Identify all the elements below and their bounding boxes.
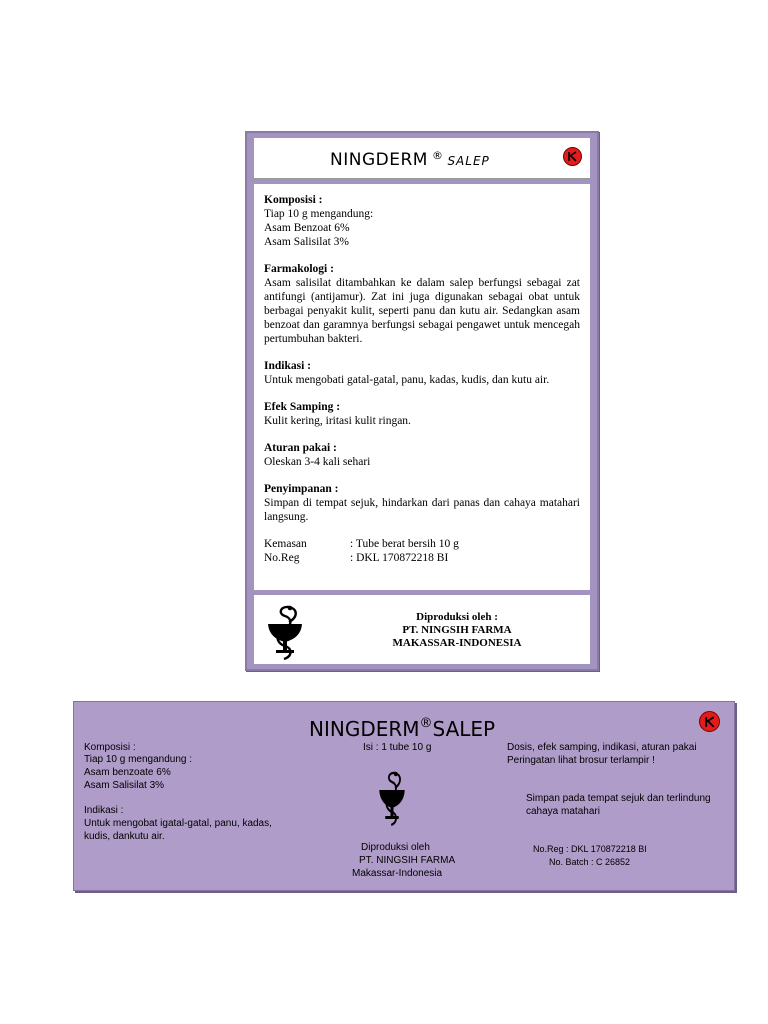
box-noreg: No.Reg : DKL 170872218 BI (533, 844, 647, 854)
leaflet (245, 131, 599, 671)
kemasan-value: : Tube berat bersih 10 g (350, 538, 459, 550)
section-indikasi (264, 359, 580, 387)
box-komposisi-line: Tiap 10 g mengandung : (84, 754, 193, 765)
box-komposisi-line: Asam Salisilat 3% (84, 780, 165, 791)
box-brand: NINGDERM (309, 717, 420, 741)
box-simpan-line: cahaya matahari (526, 806, 600, 817)
leaflet-form: SALEP (447, 154, 490, 168)
producer-line: Diproduksi oleh : (416, 611, 498, 623)
section-heading: Penyimpanan : (264, 483, 339, 495)
noreg-row (264, 551, 580, 565)
box-reg-mark: ® (419, 716, 433, 731)
box-indikasi-heading: Indikasi : (84, 805, 124, 816)
section-heading: Aturan pakai : (264, 442, 337, 454)
kemasan-row (264, 537, 580, 551)
pharmacy-bowl-snake-icon (265, 604, 305, 667)
noreg-label: No.Reg (264, 552, 300, 564)
leaflet-inner (254, 138, 590, 664)
section-komposisi (264, 193, 580, 249)
section-penyimpanan (264, 482, 580, 524)
section-efek-samping (264, 400, 580, 428)
efek-samping-text: Kulit kering, iritasi kulit ringan. (264, 415, 411, 427)
box-title (309, 716, 495, 741)
noreg-value: : DKL 170872218 BI (350, 552, 449, 564)
box-producer-location: Makassar-Indonesia (352, 868, 443, 879)
leaflet-title (330, 149, 490, 170)
box-isi: Isi : 1 tube 10 g (363, 742, 432, 753)
leaflet-header (254, 138, 590, 179)
leaflet-body (264, 193, 580, 565)
box-form: SALEP (432, 717, 496, 741)
leaflet-bottom-separator (247, 590, 597, 595)
aturan-pakai-text: Oleskan 3-4 kali sehari (264, 456, 371, 468)
box-dosis-line: Dosis, efek samping, indikasi, aturan pakai (507, 742, 697, 753)
box-producer-name: PT. NINGSIH FARMA (359, 855, 456, 866)
section-aturan-pakai (264, 441, 580, 469)
packaging-info (264, 537, 580, 565)
farmakologi-text: Asam salisilat ditambahkan ke dalam salep berfungsi sebagai zat antifungi (antijamur). Zat ini juga digunakan sebagai obat untuk berbagai penyakit kulit, seperti panu dan kutu air. Sedangkan asam benzoat dan garamnya berfungsi sebagai pengawet untuk mencegah pertumbuhan bakteri. (264, 277, 580, 345)
producer-location: MAKASSAR-INDONESIA (392, 637, 522, 649)
hard-drug-k-logo-icon (563, 147, 582, 166)
penyimpanan-text: Simpan di tempat sejuk, hindarkan dari panas dan cahaya matahari langsung. (264, 497, 580, 523)
leaflet-producer (324, 611, 590, 650)
producer-name: PT. NINGSIH FARMA (402, 624, 512, 636)
section-heading: Komposisi : (264, 194, 323, 206)
box-indikasi-line: Untuk mengobat igatal-gatal, panu, kadas, (84, 818, 272, 829)
leaflet-footer (254, 600, 590, 664)
pharmacy-bowl-snake-icon (377, 770, 407, 833)
box-label (73, 701, 735, 891)
box-producer-line: Diproduksi oleh (361, 842, 430, 853)
section-heading: Efek Samping : (264, 401, 341, 413)
section-heading: Indikasi : (264, 360, 311, 372)
box-indikasi-line: kudis, dankutu air. (84, 831, 165, 842)
indikasi-text: Untuk mengobati gatal-gatal, panu, kadas, kudis, dan kutu air. (264, 374, 550, 386)
hard-drug-k-logo-icon (699, 711, 720, 732)
section-heading: Farmakologi : (264, 263, 334, 275)
komposisi-line: Tiap 10 g mengandung: (264, 208, 374, 220)
box-batch: No. Batch : C 26852 (549, 857, 631, 867)
kemasan-label: Kemasan (264, 538, 307, 550)
box-simpan-line: Simpan pada tempat sejuk dan terlindung (526, 793, 711, 804)
leaflet-brand: NINGDERM (330, 150, 428, 170)
box-dosis-line: Peringatan lihat brosur terlampir ! (507, 755, 655, 766)
leaflet-reg-mark: ® (431, 149, 444, 162)
box-komposisi-heading: Komposisi : (84, 742, 136, 753)
komposisi-line: Asam Benzoat 6% (264, 222, 350, 234)
komposisi-line: Asam Salisilat 3% (264, 236, 349, 248)
section-farmakologi (264, 262, 580, 346)
box-komposisi-line: Asam benzoate 6% (84, 767, 171, 778)
leaflet-top-separator (247, 179, 597, 184)
